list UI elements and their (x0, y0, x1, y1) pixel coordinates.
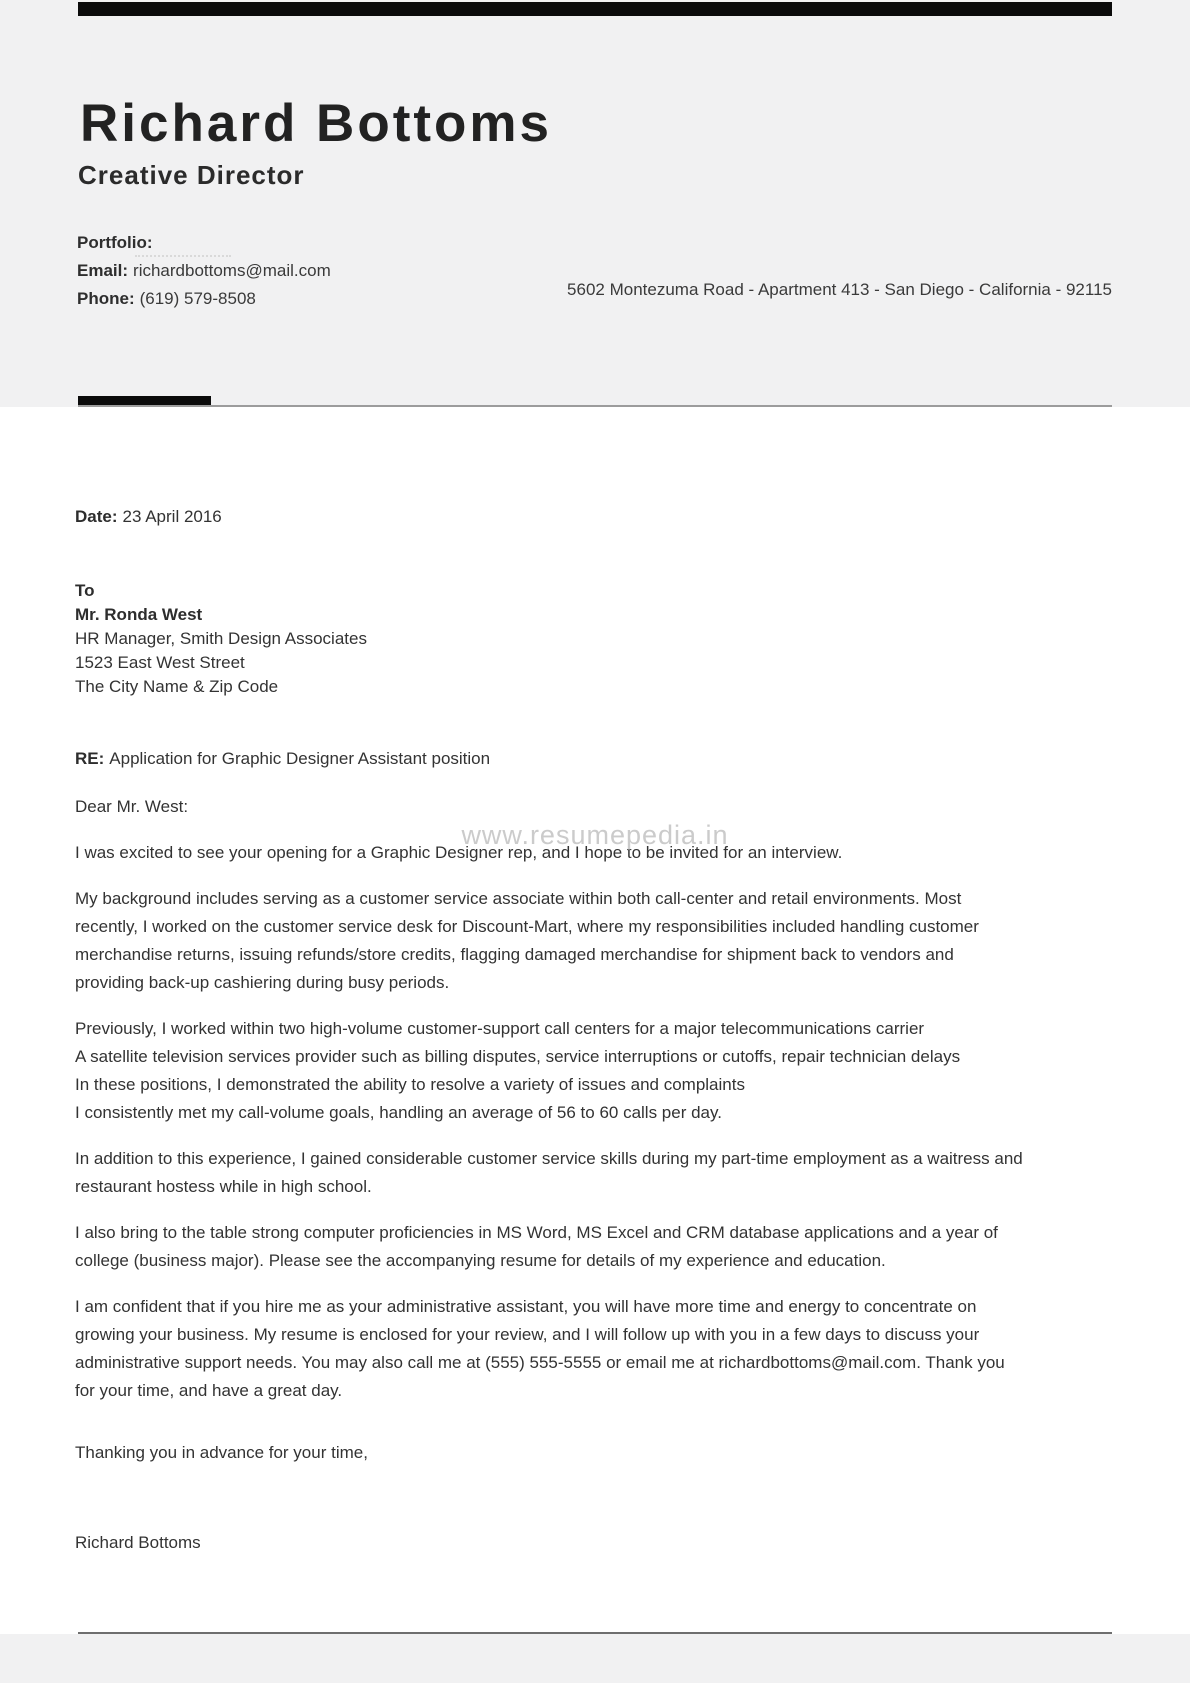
portfolio-row (77, 229, 331, 257)
contact-block (77, 229, 331, 313)
to-label: To (75, 581, 95, 600)
address-line: 5602 Montezuma Road - Apartment 413 - San Diego - California - 92115 (567, 280, 1112, 299)
email-row (77, 257, 331, 285)
re-line (75, 745, 1190, 773)
email-value: richardbottoms@mail.com (133, 261, 331, 280)
experience-line: A satellite television services provider such as billing disputes, service interruptions or cutoffs, repair technician delays (75, 1047, 961, 1066)
recipient-line: 1523 East West Street (75, 653, 245, 672)
top-accent-bar (78, 2, 1112, 16)
date-line (75, 503, 1190, 531)
signature-name: Richard Bottoms (75, 1533, 201, 1552)
closing-line: Thanking you in advance for your time, (75, 1443, 368, 1462)
phone-row (77, 285, 331, 313)
paragraph-skills: I also bring to the table strong computer proficiencies in MS Word, MS Excel and CRM database applications and a year of college (business major). Please see the accompanying resume for details of my experience and education. (75, 1223, 998, 1270)
date-value: 23 April 2016 (122, 507, 222, 526)
recipient-line: The City Name & Zip Code (75, 677, 279, 696)
person-job-title: Creative Director (78, 160, 305, 190)
re-label: RE: (75, 749, 105, 768)
paragraph-background: My background includes serving as a customer service associate within both call-center and retail environments. Most recently, I worked on the customer service desk for Discount-Mart, where my responsibilities included handling customer merchandise returns, issuing refunds/store credits, flagging damaged merchandise for shipment back to vendors and providing back-up cashiering during busy periods. (75, 889, 979, 992)
paragraph-confidence: I am confident that if you hire me as your administrative assistant, you will have more time and energy to concentrate on growing your business. My resume is enclosed for your review, and I will follow up with you in a few days to discuss your administrative support needs. You may also call me at (555) 555-5555 or email me at richardbottoms@mail.com. Thank you for your time, and have a great day. (75, 1297, 1005, 1400)
phone-value: (619) 579-8508 (139, 289, 256, 308)
date-label: Date: (75, 507, 118, 526)
paragraph-intro: I was excited to see your opening for a Graphic Designer rep, and I hope to be invited for an interview. (75, 843, 843, 862)
phone-label: Phone: (77, 289, 135, 308)
site-watermark: www.resumepedia.in (461, 820, 729, 850)
erased-watermark-artifact (135, 255, 231, 257)
footer-strip (0, 1634, 1190, 1683)
recipient-name: Mr. Ronda West (75, 605, 203, 624)
portfolio-label: Portfolio: (77, 233, 153, 252)
person-name: Richard Bottoms (80, 94, 552, 153)
recipient-line: HR Manager, Smith Design Associates (75, 629, 367, 648)
letterhead (0, 0, 1190, 407)
experience-line: Previously, I worked within two high-volume customer-support call centers for a major telecommunications carrier (75, 1019, 925, 1038)
paragraph-addition: In addition to this experience, I gained considerable customer service skills during my part-time employment as a waitress and restaurant hostess while in high school. (75, 1149, 1023, 1196)
paragraph-experience (75, 1015, 1025, 1127)
re-value: Application for Graphic Designer Assistant position (109, 749, 491, 768)
salutation: Dear Mr. West: (75, 797, 189, 816)
letter-body (0, 407, 1190, 1557)
experience-line: I consistently met my call-volume goals, handling an average of 56 to 60 calls per day. (75, 1103, 722, 1122)
recipient-block (75, 579, 1190, 699)
experience-line: In these positions, I demonstrated the ability to resolve a variety of issues and complaints (75, 1075, 745, 1094)
email-label: Email: (77, 261, 129, 280)
